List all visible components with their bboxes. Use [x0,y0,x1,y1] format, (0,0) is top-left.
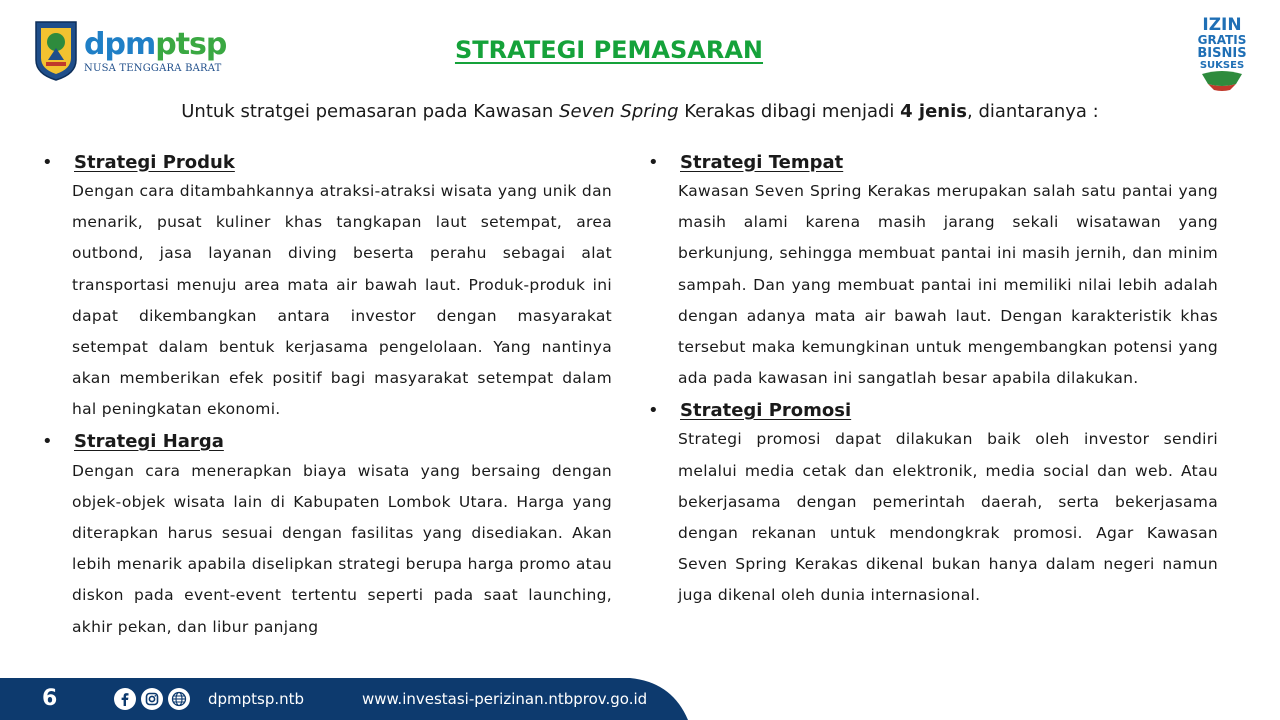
section-body: Strategi promosi dapat dilakukan baik oleh investor sendiri melalui media cetak dan elektronik, media social dan web. Atau bekerjasama dengan pemerintah daerah, serta bekerjasama dengan rekanan untuk mendongkrak promosi. Agar Kawasan Seven Spring Kerakas dikenal bukan hanya dalam negeri namun juga dikenal oleh dunia internasional. [678,430,1218,605]
social-icons [114,688,190,710]
badge-line1: IZIN [1202,15,1242,35]
instagram-icon[interactable] [141,688,163,710]
page-number: 6 [42,686,58,711]
section-strategi-harga [42,428,612,643]
section-title: Strategi Harga [74,431,224,453]
section-strategi-produk [42,148,612,426]
facebook-icon[interactable] [114,688,136,710]
footer-bar [0,678,1280,720]
bullet: • [648,151,659,173]
section-body: Kawasan Seven Spring Kerakas merupakan salah satu pantai yang masih alami karena masih jarang sekali wisatawan yang berkunjung, sehingga membuat pantai ini masih jernih, dan minim sampah. Dan yang membuat pantai ini memiliki nilai lebih adalah dengan adanya mata air bawah laut. Dengan karakteristik khas tersebut maka kemungkinan untuk mengembangkan potensi yang ada pada kawasan ini sangatlah besar apabila dilakukan. [678,182,1218,388]
social-handle[interactable]: dpmptsp.ntb [208,690,305,708]
izin-gratis-badge [1196,12,1248,92]
right-column [648,148,1218,612]
badge-line2: GRATIS [1197,33,1247,47]
bullet: • [648,399,659,421]
website-link[interactable]: www.investasi-perizinan.ntbprov.go.id [362,690,648,708]
section-title: Strategi Tempat [680,151,844,173]
left-column [42,148,612,643]
section-strategi-tempat [648,148,1218,394]
section-body: Dengan cara ditambahkannya atraksi-atraksi wisata yang unik dan menarik, pusat kuliner khas tangkapan laut setempat, area outbond, jasa layanan diving beserta perahu sebagai alat transportasi menuju area mata air bawah laut. Produk-produk ini dapat dikembangkan antara investor dengan masyarakat setempat dalam bentuk kerjasama pengelolaan. Yang nantinya akan memberikan efek positif bagi masyarakat setempat dalam hal peningkatan ekonomi. [72,182,612,419]
badge-line3: BISNIS [1197,46,1247,61]
logo-wordmark: dpmptsp [84,26,227,62]
section-strategi-promosi [648,396,1218,611]
logo-subtitle: NUSA TENGGARA BARAT [84,62,222,74]
page-title: STRATEGI PEMASARAN [454,36,764,64]
badge-line4: SUKSES [1199,60,1245,71]
bullet: • [42,431,53,453]
globe-icon[interactable] [168,688,190,710]
section-title: Strategi Promosi [680,399,852,421]
section-body: Dengan cara menerapkan biaya wisata yang bersaing dengan objek-objek wisata lain di Kabupaten Lombok Utara. Harga yang diterapkan harus sesuai dengan fasilitas yang disediakan. Akan lebih menarik apabila diselipkan strategi berupa harga promo atau diskon pada event-event tertentu seperti pada saat launching, akhir pekan, dan libur panjang [72,461,612,636]
intro-text: Untuk stratgei pemasaran pada Kawasan Seven Spring Kerakas dibagi menjadi 4 jenis, diantaranya : [181,101,1099,122]
section-title: Strategi Produk [74,151,235,173]
bullet: • [42,151,53,173]
